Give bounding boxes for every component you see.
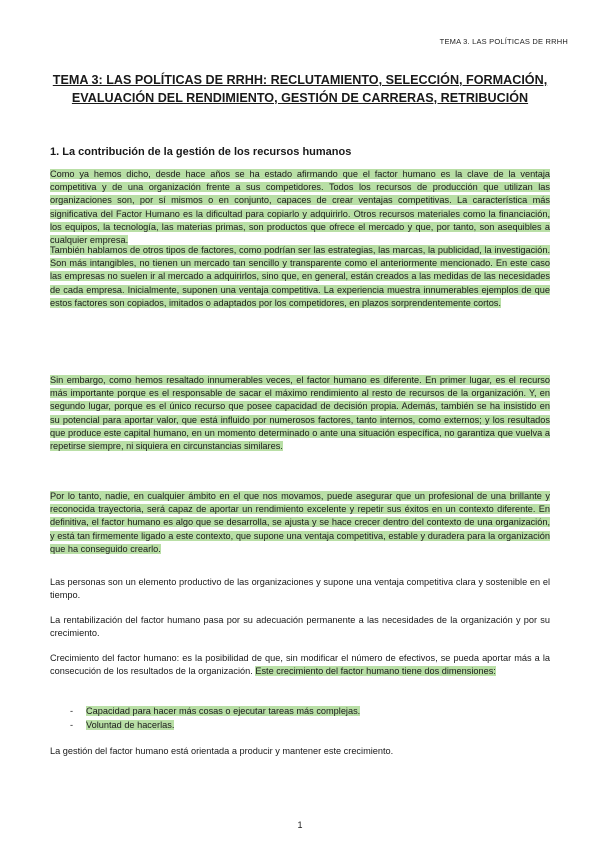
paragraph: La rentabilización del factor humano pasa por su adecuación permanente a las necesidades de la organización y por su crecimiento. (50, 615, 550, 639)
list-item (70, 718, 360, 732)
highlighted-text: Sin embargo, como hemos resaltado innumerables veces, el factor humano es diferente. En primer lugar, es el recurso más importante porque es el responsable de sacar el máximo rendimiento al resto de recursos de la organización. Y, en segundo lugar, porque es el único recurso que posee capacidad de decisión propia. Además, también se ha insistido en su potencial para aportar valor, que está influido por numerosos factores, tanto internos, como externos; y los resultados que produce este capital humano, en un momento determinado o ante una situación específica, no garantiza que vuelva a repetirse siempre, ni siquiera en circunstancias similares. (50, 375, 550, 452)
paragraph: Las personas son un elemento productivo de las organizaciones y supone una ventaja competitiva clara y sostenible en el tiempo. (50, 577, 550, 601)
page-title: TEMA 3: LAS POLÍTICAS DE RRHH: RECLUTAMIENTO, SELECCIÓN, FORMACIÓN, EVALUACIÓN DEL RENDIMIENTO, GESTIÓN DE CARRERAS, RETRIBUCIÓN (52, 73, 548, 105)
paragraph-highlighted (50, 244, 550, 310)
list-item-text: Capacidad para hacer más cosas o ejecutar tareas más complejas. (86, 706, 361, 716)
bullet-dash: - (70, 706, 74, 716)
dimension-list (70, 704, 360, 732)
section-heading: 1. La contribución de la gestión de los recursos humanos (50, 146, 352, 158)
page-number: 1 (297, 820, 303, 830)
bullet-dash: - (70, 720, 74, 730)
paragraph-highlighted (50, 168, 550, 247)
list-item (70, 704, 360, 718)
list-item-text: Voluntad de hacerlas. (86, 720, 175, 730)
paragraph-highlighted (50, 374, 550, 453)
growth-text: Crecimiento del factor humano: es la posibilidad de que, sin modificar el número de efectivos, se pueda aportar más a la consecución de los resultados de la organización. (50, 653, 550, 677)
running-header: TEMA 3. LAS POLÍTICAS DE RRHH (439, 37, 568, 46)
highlighted-text: También hablamos de otros tipos de factores, como podrían ser las estrategias, las marcas, la publicidad, la investigación. Son más intangibles, no tienen un mercado tan sencillo y transparente como el anteriormente mencionado. En este caso las empresas no suelen ir al mercado a adquirirlos, sino que, en general, están creados a las medidas de las necesidades de cada empresa. Inicialmente, suponen una ventaja competitiva. La experiencia muestra innumerables ejemplos de que estos factores son copiados, imitados o adaptados por los competidores, en plazos sorprendentemente cortos. (50, 245, 550, 308)
highlighted-text: Como ya hemos dicho, desde hace años se ha estado afirmando que el factor humano es la clave de la ventaja competitiva y de una organización frente a sus competidores. Todos los recursos de producción que utilizan las organizaciones son, por sí mismos o en conjunto, capaces de crear ventajas competitivas. La característica más significativa del Factor Humano es la dificultad para copiarlo y adquirirlo. Otros recursos materiales como la financiación, los equipos, la tecnología, las materias primas, son productos que ofrece el mercado y que, por tanto, son asequibles a cualquier empresa. (50, 169, 550, 246)
paragraph-highlighted (50, 490, 550, 556)
closing-paragraph: La gestión del factor humano está orientada a producir y mantener este crecimiento. (50, 746, 394, 756)
highlighted-text: Por lo tanto, nadie, en cualquier ámbito en el que nos movamos, puede asegurar que un profesional de una brillante y reconocida trayectoria, será capaz de aportar un rendimiento excelente y repetir sus éxitos en un contexto diferente. En definitiva, el factor humano es algo que se desarrolla, se ajusta y se hace crecer dentro del contexto de una organización, y está tan firmemente ligado a este contexto, que supone una ventaja competitiva, estable y duradera para la organización que ha conseguido crearlo. (50, 491, 550, 554)
highlighted-text: Este crecimiento del factor humano tiene dos dimensiones: (255, 666, 496, 677)
growth-paragraph (50, 652, 550, 678)
